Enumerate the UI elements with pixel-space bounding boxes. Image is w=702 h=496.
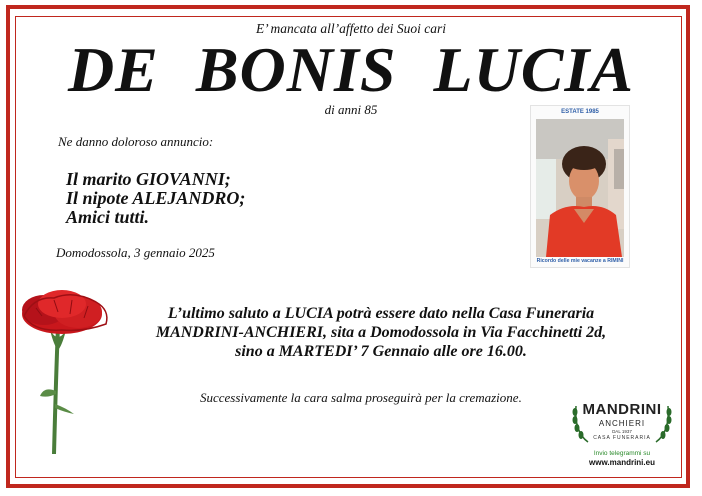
photo-top-label: ESTATE 1985 xyxy=(561,109,599,115)
red-carnation-icon xyxy=(14,286,124,456)
funeral-home-logo xyxy=(566,398,678,470)
portrait-photo xyxy=(530,105,630,268)
family-item: Amici tutti. xyxy=(66,207,150,227)
logo-subtitle: ANCHIERI xyxy=(598,419,646,428)
logo-brand: MANDRINI xyxy=(582,401,662,418)
deceased-name: DE BONIS LUCIA xyxy=(67,34,635,105)
announce-text: Ne danno doloroso annuncio: xyxy=(58,134,214,149)
logo-telegram-text: Invio telegrammi su xyxy=(593,450,651,457)
family-item: Il marito GIOVANNI; xyxy=(66,169,231,189)
place-date: Domodossola, 3 gennaio 2025 xyxy=(56,245,215,260)
family-item: Il nipote ALEJANDRO; xyxy=(66,188,246,208)
logo-type: CASA FUNERARIA xyxy=(593,435,651,441)
intro-text: E’ mancata all’affetto dei Suoi cari xyxy=(255,21,447,36)
photo-caption: Ricordo delle mie vacanze a RIMINI xyxy=(536,258,624,264)
farewell-line: MANDRINI-ANCHIERI, sita a Domodossola in Via Facchinetti 2d, xyxy=(155,324,607,341)
farewell-line: sino a MARTEDI’ 7 Gennaio alle ore 16.00. xyxy=(235,343,527,360)
cremation-text: Successivamente la cara salma proseguirà per la cremazione. xyxy=(200,390,522,405)
logo-website-link[interactable]: www.mandrini.eu xyxy=(589,458,655,467)
logo-since: DAL 1937 xyxy=(612,429,632,434)
farewell-line: L’ultimo saluto a LUCIA potrà essere dato nella Casa Funeraria xyxy=(167,305,595,322)
family-list xyxy=(66,170,245,227)
age-text: di anni 85 xyxy=(324,102,378,117)
portrait-image xyxy=(536,119,624,257)
